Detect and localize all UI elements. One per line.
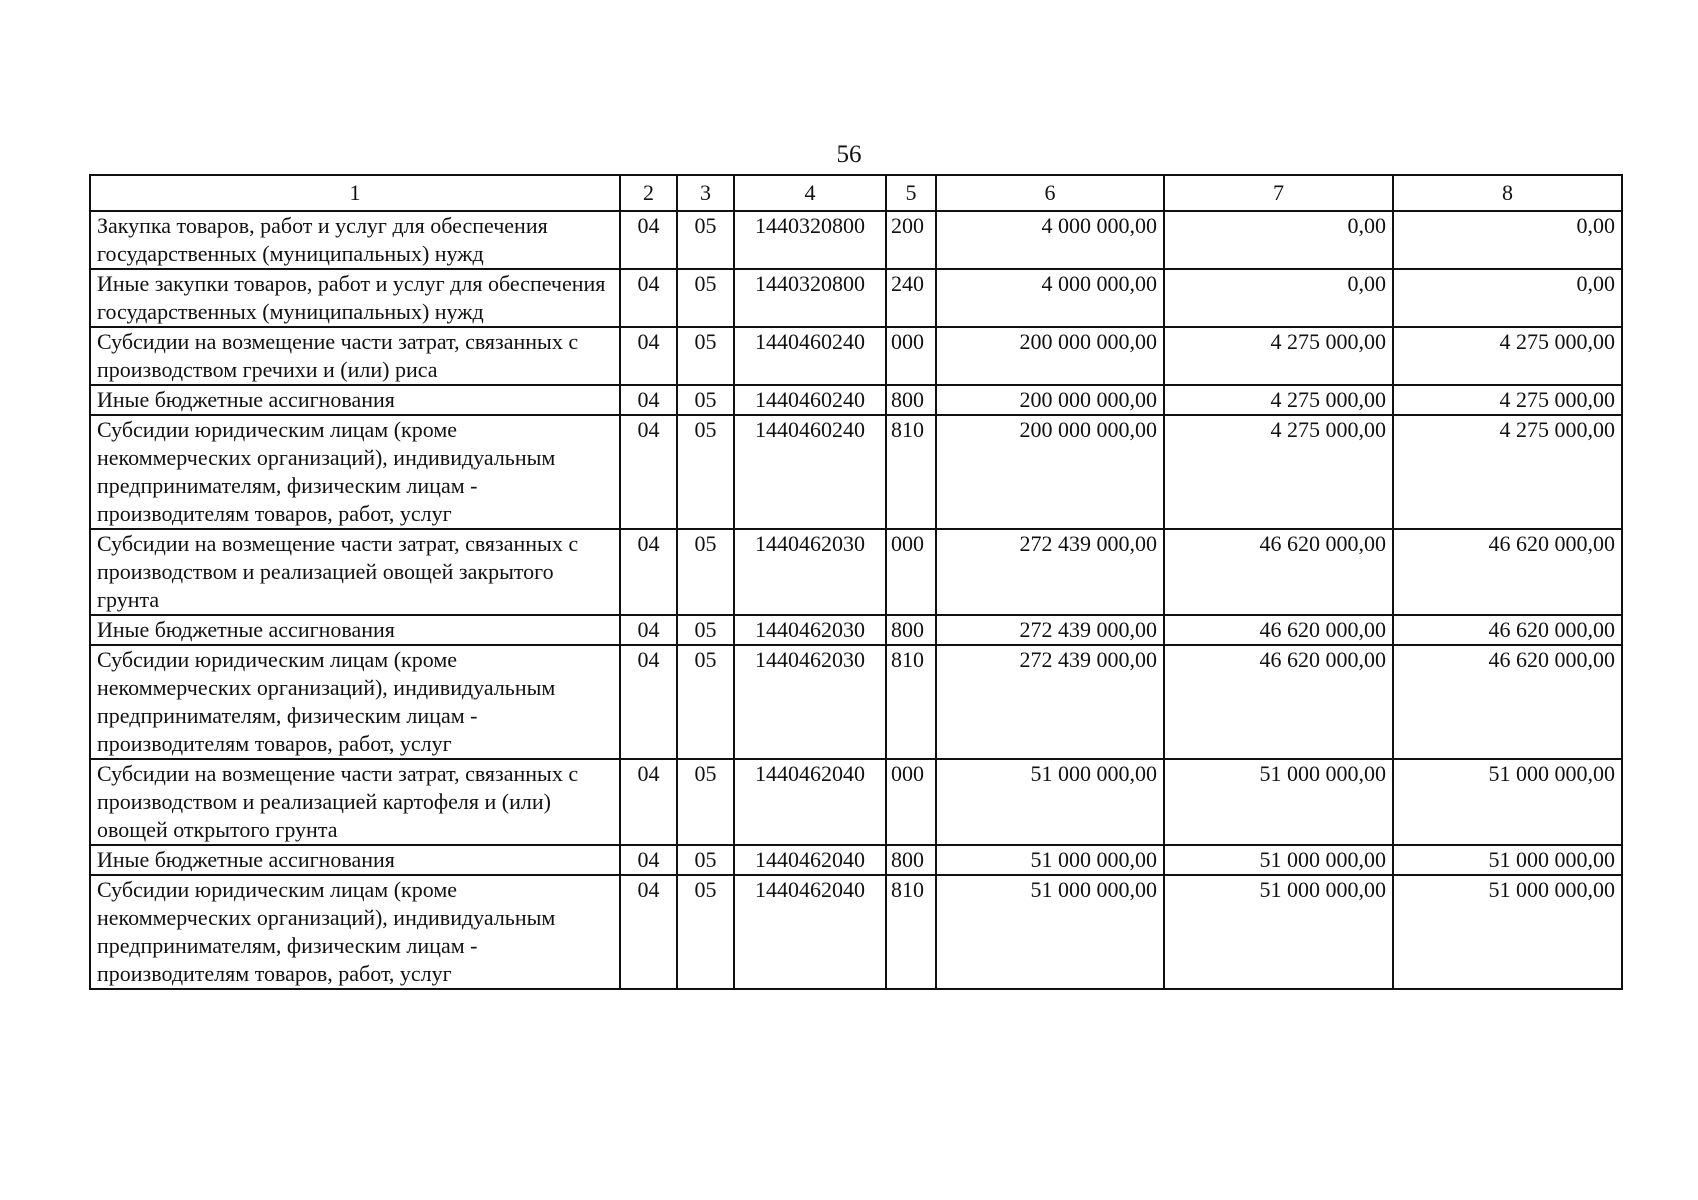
amount-col6-cell: 51 000 000,00 [936, 875, 1164, 989]
amount-col8-cell: 0,00 [1393, 211, 1622, 269]
expense-type-cell: 810 [886, 645, 936, 759]
amount-col8-cell: 46 620 000,00 [1393, 645, 1622, 759]
amount-col6-cell: 272 439 000,00 [936, 529, 1164, 615]
amount-col8-cell: 0,00 [1393, 269, 1622, 327]
column-header: 8 [1393, 175, 1622, 211]
amount-col8-cell: 46 620 000,00 [1393, 615, 1622, 645]
section-code-cell: 04 [620, 415, 677, 529]
amount-col6-cell: 51 000 000,00 [936, 759, 1164, 845]
amount-col6-cell: 272 439 000,00 [936, 615, 1164, 645]
subsection-code-cell: 05 [677, 615, 734, 645]
amount-col7-cell: 51 000 000,00 [1164, 845, 1393, 875]
target-article-cell: 1440462040 [734, 759, 886, 845]
row-name-cell: Закупка товаров, работ и услуг для обеспечения государственных (муниципальных) нужд [90, 211, 620, 269]
section-code-cell: 04 [620, 529, 677, 615]
table-row [90, 327, 1622, 385]
target-article-cell: 1440462030 [734, 615, 886, 645]
subsection-code-cell: 05 [677, 211, 734, 269]
amount-col7-cell: 51 000 000,00 [1164, 759, 1393, 845]
table-row [90, 845, 1622, 875]
table-row [90, 645, 1622, 759]
expense-type-cell: 810 [886, 415, 936, 529]
amount-col7-cell: 4 275 000,00 [1164, 415, 1393, 529]
amount-col8-cell: 4 275 000,00 [1393, 327, 1622, 385]
subsection-code-cell: 05 [677, 645, 734, 759]
section-code-cell: 04 [620, 759, 677, 845]
subsection-code-cell: 05 [677, 269, 734, 327]
amount-col7-cell: 51 000 000,00 [1164, 875, 1393, 989]
amount-col6-cell: 51 000 000,00 [936, 845, 1164, 875]
header-row [90, 175, 1622, 211]
amount-col6-cell: 4 000 000,00 [936, 211, 1164, 269]
subsection-code-cell: 05 [677, 845, 734, 875]
amount-col8-cell: 4 275 000,00 [1393, 385, 1622, 415]
section-code-cell: 04 [620, 845, 677, 875]
amount-col7-cell: 4 275 000,00 [1164, 385, 1393, 415]
expense-type-cell: 810 [886, 875, 936, 989]
section-code-cell: 04 [620, 615, 677, 645]
table-row [90, 529, 1622, 615]
expense-type-cell: 800 [886, 385, 936, 415]
amount-col6-cell: 272 439 000,00 [936, 645, 1164, 759]
amount-col7-cell: 46 620 000,00 [1164, 529, 1393, 615]
amount-col6-cell: 200 000 000,00 [936, 327, 1164, 385]
amount-col8-cell: 51 000 000,00 [1393, 875, 1622, 989]
target-article-cell: 1440462040 [734, 875, 886, 989]
section-code-cell: 04 [620, 645, 677, 759]
column-header: 5 [886, 175, 936, 211]
row-name-cell: Иные закупки товаров, работ и услуг для обеспечения государственных (муниципальных) нужд [90, 269, 620, 327]
amount-col8-cell: 51 000 000,00 [1393, 759, 1622, 845]
amount-col7-cell: 0,00 [1164, 211, 1393, 269]
target-article-cell: 1440462030 [734, 645, 886, 759]
column-header: 3 [677, 175, 734, 211]
subsection-code-cell: 05 [677, 415, 734, 529]
row-name-cell: Субсидии юридическим лицам (кроме некоммерческих организаций), индивидуальным предпринимателям, физическим лицам - производителям товаров, работ, услуг [90, 645, 620, 759]
amount-col7-cell: 46 620 000,00 [1164, 645, 1393, 759]
section-code-cell: 04 [620, 269, 677, 327]
subsection-code-cell: 05 [677, 875, 734, 989]
target-article-cell: 1440460240 [734, 327, 886, 385]
target-article-cell: 1440462040 [734, 845, 886, 875]
amount-col7-cell: 46 620 000,00 [1164, 615, 1393, 645]
table-row [90, 211, 1622, 269]
table-row [90, 615, 1622, 645]
column-header: 4 [734, 175, 886, 211]
amount-col8-cell: 4 275 000,00 [1393, 415, 1622, 529]
row-name-cell: Субсидии на возмещение части затрат, связанных с производством и реализацией картофеля и (или) овощей открытого грунта [90, 759, 620, 845]
row-name-cell: Субсидии юридическим лицам (кроме некоммерческих организаций), индивидуальным предпринимателям, физическим лицам - производителям товаров, работ, услуг [90, 875, 620, 989]
table-body [90, 211, 1622, 989]
expense-type-cell: 000 [886, 327, 936, 385]
expense-type-cell: 800 [886, 615, 936, 645]
expense-type-cell: 000 [886, 759, 936, 845]
row-name-cell: Иные бюджетные ассигнования [90, 385, 620, 415]
section-code-cell: 04 [620, 327, 677, 385]
row-name-cell: Субсидии на возмещение части затрат, связанных с производством и реализацией овощей закрытого грунта [90, 529, 620, 615]
row-name-cell: Субсидии на возмещение части затрат, связанных с производством гречихи и (или) риса [90, 327, 620, 385]
subsection-code-cell: 05 [677, 759, 734, 845]
expense-type-cell: 240 [886, 269, 936, 327]
table-row [90, 875, 1622, 989]
section-code-cell: 04 [620, 875, 677, 989]
target-article-cell: 1440462030 [734, 529, 886, 615]
target-article-cell: 1440460240 [734, 385, 886, 415]
budget-table [89, 174, 1623, 990]
column-header: 2 [620, 175, 677, 211]
amount-col6-cell: 4 000 000,00 [936, 269, 1164, 327]
row-name-cell: Иные бюджетные ассигнования [90, 845, 620, 875]
expense-type-cell: 000 [886, 529, 936, 615]
amount-col8-cell: 51 000 000,00 [1393, 845, 1622, 875]
table-row [90, 415, 1622, 529]
table-row [90, 385, 1622, 415]
row-name-cell: Субсидии юридическим лицам (кроме некоммерческих организаций), индивидуальным предпринимателям, физическим лицам - производителям товаров, работ, услуг [90, 415, 620, 529]
amount-col8-cell: 46 620 000,00 [1393, 529, 1622, 615]
section-code-cell: 04 [620, 385, 677, 415]
table-row [90, 269, 1622, 327]
amount-col6-cell: 200 000 000,00 [936, 385, 1164, 415]
expense-type-cell: 800 [886, 845, 936, 875]
amount-col7-cell: 4 275 000,00 [1164, 327, 1393, 385]
target-article-cell: 1440460240 [734, 415, 886, 529]
subsection-code-cell: 05 [677, 385, 734, 415]
table-row [90, 759, 1622, 845]
target-article-cell: 1440320800 [734, 269, 886, 327]
amount-col7-cell: 0,00 [1164, 269, 1393, 327]
column-header: 6 [936, 175, 1164, 211]
subsection-code-cell: 05 [677, 529, 734, 615]
section-code-cell: 04 [620, 211, 677, 269]
row-name-cell: Иные бюджетные ассигнования [90, 615, 620, 645]
column-header: 1 [90, 175, 620, 211]
amount-col6-cell: 200 000 000,00 [936, 415, 1164, 529]
target-article-cell: 1440320800 [734, 211, 886, 269]
subsection-code-cell: 05 [677, 327, 734, 385]
column-header: 7 [1164, 175, 1393, 211]
expense-type-cell: 200 [886, 211, 936, 269]
page-number: 56 [836, 141, 862, 168]
